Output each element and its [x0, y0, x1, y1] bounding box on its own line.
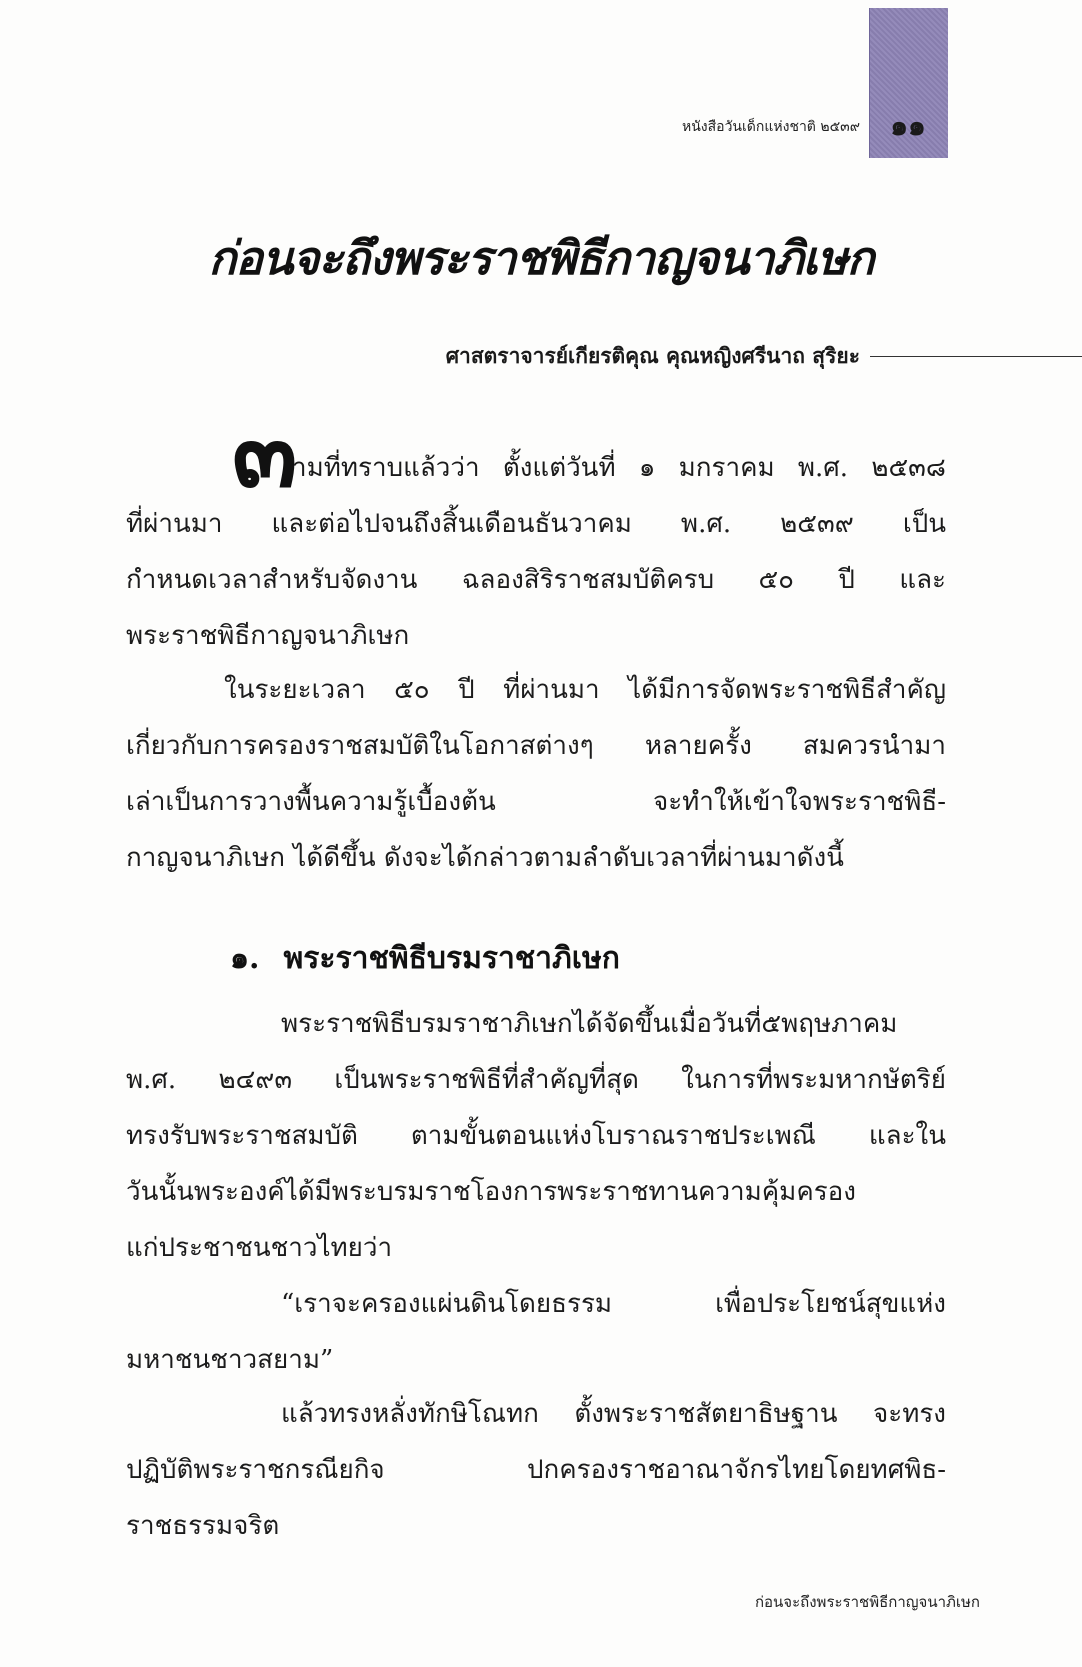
author-name: ศาสตราจารย์เกียรติคุณ คุณหญิงศรีนาถ สุริยะ: [445, 343, 860, 368]
text-line: กาญจนาภิเษก ได้ดีขึ้น ดังจะได้กล่าวตามลำดับเวลาที่ผ่านมาดังนี้: [126, 843, 844, 873]
text-line: “เราจะครองแผ่นดินโดยธรรม เพื่อประโยชน์สุขแห่ง: [281, 1289, 946, 1319]
text-line: ในระยะเวลา ๕๐ ปี ที่ผ่านมา ได้มีการจัดพระราชพิธีสำคัญ: [224, 675, 946, 705]
intro-paragraph: [126, 496, 946, 664]
text-line: เกี่ยวกับการครองราชสมบัติในโอกาสต่างๆ หลายครั้ง สมควรนำมา: [126, 731, 946, 761]
intro-first-line: ามที่ทราบแล้วว่า ตั้งแต่วันที่ ๑ มกราคม พ.ศ. ๒๕๓๘: [292, 453, 946, 483]
text-line: วันนั้นพระองค์ได้มีพระบรมราชโองการพระราชทานความคุ้มครอง: [126, 1177, 856, 1207]
text-line: เล่าเป็นการวางพื้นความรู้เบื้องต้น จะทำให้เข้าใจพระราชพิธี-: [126, 787, 946, 817]
paragraph-2: [126, 662, 946, 886]
text-line: พ.ศ. ๒๔๙๓ เป็นพระราชพิธีที่สำคัญที่สุด ในการที่พระมหากษัตริย์: [126, 1065, 946, 1095]
text-line: พระราชพิธีกาญจนาภิเษก: [126, 621, 410, 651]
page-number: ๑๑: [890, 109, 926, 142]
text-line: แล้วทรงหลั่งทักษิโณทก ตั้งพระราชสัตยาธิษฐาน จะทรง: [281, 1399, 946, 1429]
text-line: ที่ผ่านมา และต่อไปจนถึงสิ้นเดือนธันวาคม พ.ศ. ๒๕๓๙ เป็น: [126, 509, 946, 539]
text-line: ราชธรรมจริต: [126, 1511, 280, 1541]
text-line: พระราชพิธีบรมราชาภิเษกได้จัดขึ้นเมื่อวันที่๕พฤษภาคม: [281, 1009, 898, 1039]
section-title: พระราชพิธีบรมราชาภิเษก: [283, 941, 620, 976]
text-line: กำหนดเวลาสำหรับจัดงาน ฉลองสิริราชสมบัติครบ ๕๐ ปี และ: [126, 565, 946, 595]
text-line: ปฏิบัติพระราชกรณียกิจ ปกครองราชอาณาจักรไทยโดยทศพิธ-: [126, 1455, 946, 1485]
text-line: มหาชนชาวสยาม”: [126, 1345, 334, 1375]
drop-cap: ๓: [232, 396, 298, 509]
section-number: ๑.: [230, 941, 260, 976]
section-1-paragraph: [126, 996, 946, 1276]
chapter-title: ก่อนจะถึงพระราชพิธีกาญจนาภิเษก: [208, 231, 874, 285]
section-heading: [230, 935, 620, 982]
text-line: ทรงรับพระราชสมบัติ ตามขั้นตอนแห่งโบราณราชประเพณี และใน: [126, 1121, 946, 1151]
author-rule: [870, 356, 1082, 357]
royal-quote: [126, 1276, 946, 1388]
running-head: หนังสือวันเด็กแห่งชาติ ๒๕๓๙: [681, 119, 860, 135]
author-line: [0, 340, 1082, 370]
running-footer: ก่อนจะถึงพระราชพิธีกาญจนาภิเษก: [754, 1593, 980, 1611]
closing-paragraph: [126, 1386, 946, 1554]
text-line: แก่ประชาชนชาวไทยว่า: [126, 1233, 393, 1263]
